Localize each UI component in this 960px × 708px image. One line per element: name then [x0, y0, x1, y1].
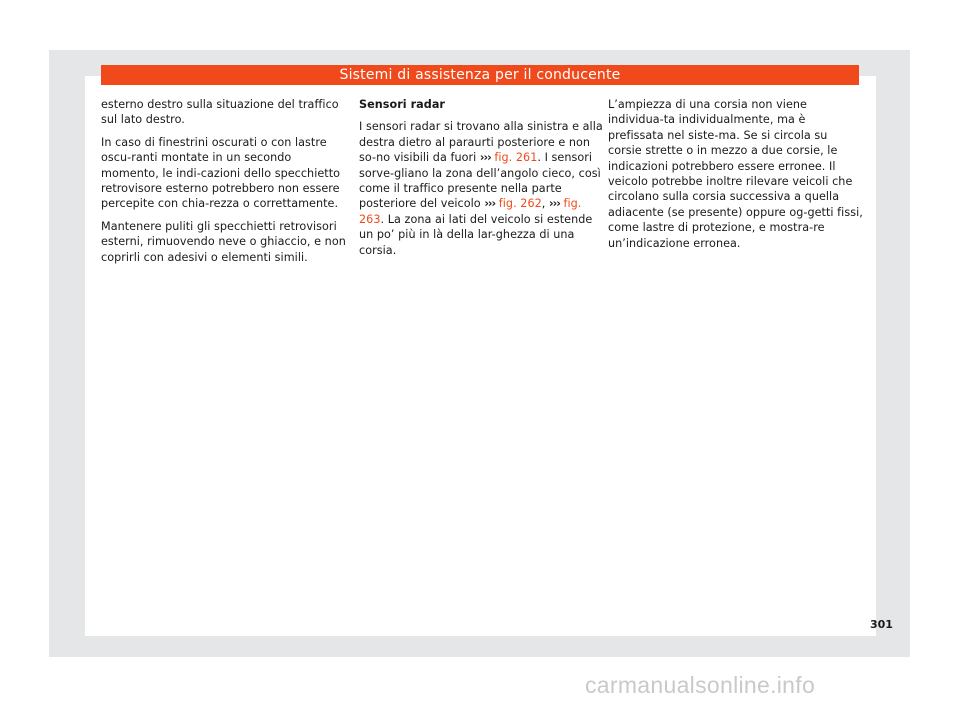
- section-header: Sistemi di assistenza per il conducente: [101, 65, 859, 85]
- paragraph: esterno destro sulla situazione del traffico sul lato destro.: [101, 98, 339, 127]
- paragraph: Mantenere puliti gli specchietti retrovisori esterni, rimuovendo neve o ghiaccio, e non coprirli con adesivi o elementi simili.: [101, 219, 346, 264]
- page-number: 301: [870, 618, 893, 631]
- section-subheading: Sensori radar: [359, 98, 445, 111]
- figure-link[interactable]: fig. 262: [498, 197, 542, 211]
- figure-link[interactable]: fig. 261: [494, 151, 538, 165]
- paragraph-text: I sensori radar si trovano alla sinistra e alla destra dietro al paraurti posteriore e non so-no visibili da fuori: [359, 120, 603, 165]
- reference-arrow-icon: ›››: [484, 197, 496, 211]
- text-column-2: [359, 97, 609, 265]
- reference-arrow-icon: ›››: [479, 151, 491, 165]
- reference-arrow-icon: ›››: [549, 197, 560, 211]
- comma: ,: [541, 197, 546, 211]
- paragraph: [359, 119, 609, 258]
- paragraph-text: . La zona ai lati del veicolo si estende un po’ più in là della lar-ghezza di una corsia.: [359, 212, 593, 257]
- text-column-1: [101, 97, 351, 272]
- paragraph: In caso di finestrini oscurati o con lastre oscu-ranti montate in un secondo momento, le indi-cazioni dello specchietto retrovisore esterno potrebbero non essere percepite con chia-rezza o correttamente.: [101, 135, 341, 211]
- paragraph-text: . I sensori sorve-gliano la zona dell’angolo cieco, così come il traffico presente nella parte posteriore del veicolo: [359, 151, 601, 211]
- watermark: carmanualsonline.info: [585, 672, 816, 698]
- paragraph: L’ampiezza di una corsia non viene individua-ta individualmente, ma è prefissata nel siste-ma. Se si circola su corsie strette o in mezzo a due corsie, le indicazioni potrebbero essere erronee. Il veicolo potrebbe inoltre rilevare veicoli che circolano sulla corsia successiva a quella adiacente (se presente) oppure og-getti fissi, come lastre di protezione, e mostra-re un’indicazione erronea.: [608, 98, 863, 250]
- figure-link[interactable]: fig. 263: [359, 197, 582, 226]
- text-column-3: [608, 97, 863, 258]
